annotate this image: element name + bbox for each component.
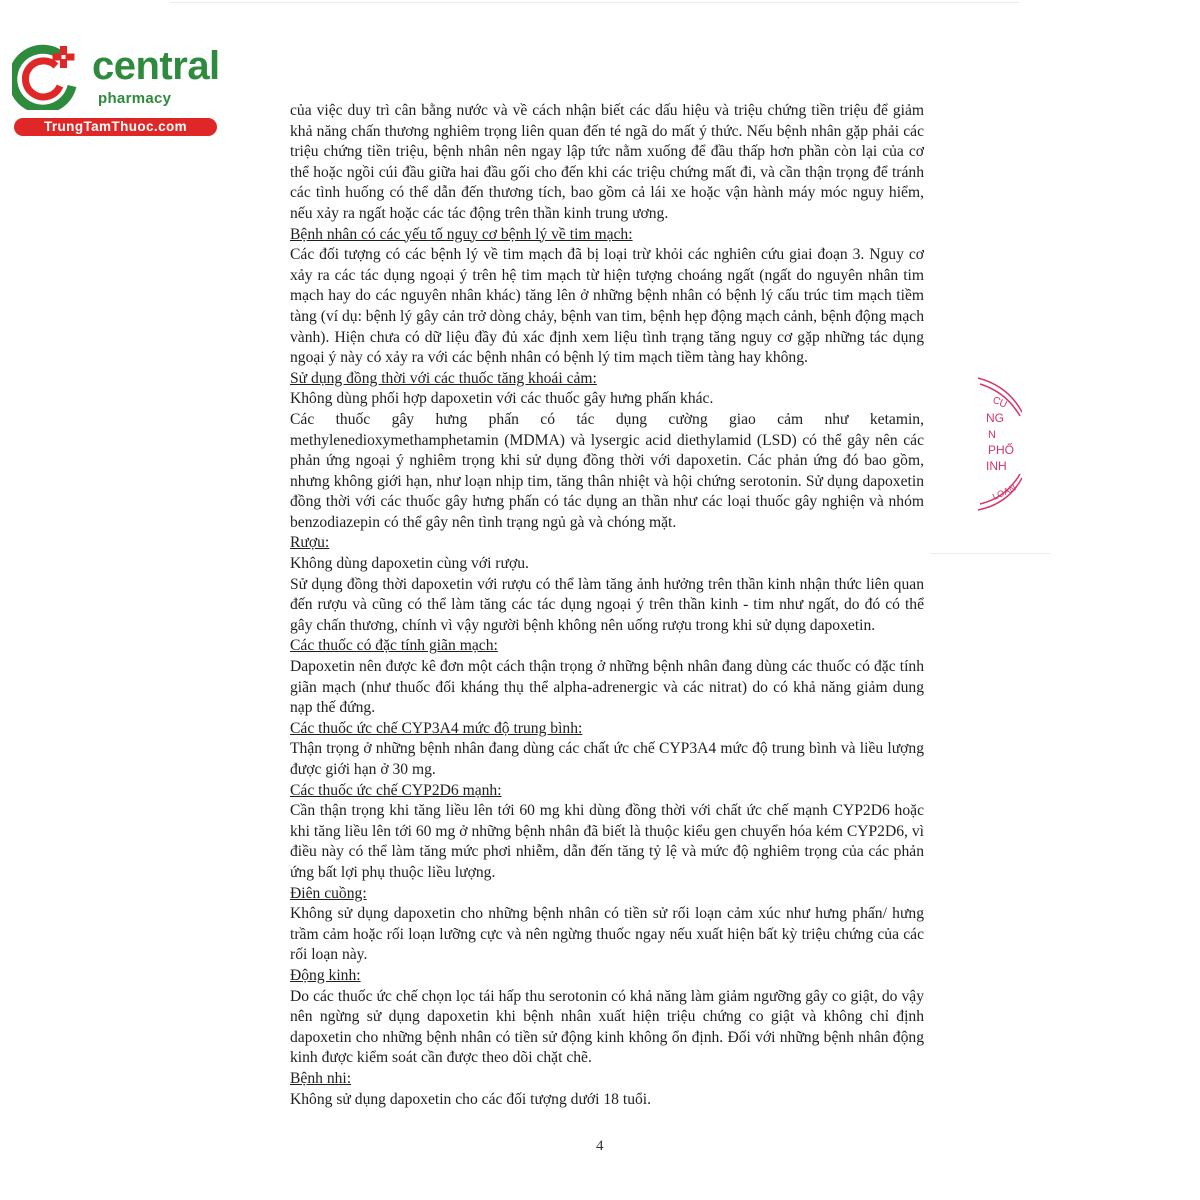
scan-artifact-line	[170, 2, 1020, 3]
brand-name: central	[92, 44, 220, 88]
section-heading-alcohol: Rượu:	[290, 534, 330, 552]
document-body	[290, 101, 924, 1110]
section-paragraph: Không dùng phối hợp dapoxetin với các thuốc gây hưng phấn khác.	[290, 390, 714, 408]
website-badge[interactable]: TrungTamThuoc.com	[14, 118, 217, 136]
svg-text:NG: NG	[986, 411, 1004, 425]
section-heading-pediatrics: Bệnh nhi:	[290, 1069, 352, 1087]
section-heading-cardiovascular: Bệnh nhân có các yếu tố nguy cơ bệnh lý về tim mạch:	[290, 225, 633, 243]
svg-text:N: N	[988, 429, 996, 441]
section-paragraph: Sử dụng đồng thời dapoxetin với rượu có thể làm tăng ảnh hưởng trên thần kinh nhận thức liên quan đến rượu và cũng có thể làm tăng các tác dụng ngoại ý trên thần kinh - tim như ngất, do đó có thể gây chấn thương, chính vì vậy người bệnh không nên uống rượu trong khi sử dụng dapoxetin.	[290, 575, 924, 634]
page-number: 4	[596, 1138, 604, 1154]
section-paragraph: Thận trọng ở những bệnh nhân đang dùng các chất ức chế CYP3A4 mức độ trung bình và liều lượng được giới hạn ở 30 mg.	[290, 740, 924, 778]
central-pharmacy-logo[interactable]	[8, 34, 218, 136]
brand-subtitle: pharmacy	[98, 90, 172, 107]
section-paragraph: Không dùng dapoxetin cùng với rượu.	[290, 555, 529, 573]
scan-artifact-line	[930, 553, 1050, 554]
section-paragraph: Các đối tượng có các bệnh lý về tim mạch đã bị loại trừ khỏi các nghiên cứu giai đoạn 3. Nguy cơ xảy ra các tác dụng ngoại ý trên hệ tim mạch từ hiện tượng choáng ngất (ngất do nguyên nhân tim mạch hay do các nguyên nhân khác) tăng lên ở những bệnh nhân có bệnh lý cấu trúc tim mạch tiềm tàng (ví dụ: bệnh lý gây cản trở dòng chảy, bệnh van tim, bệnh hẹp động mạch cảnh, bệnh động mạch vành). Hiện chưa có dữ liệu đầy đủ xác định xem liệu tình trạng tăng nguy cơ gặp những tác dụng ngoại ý này có xảy ra với các bệnh nhân có bệnh lý tim mạch tiềm tàng hay không.	[290, 246, 924, 367]
section-paragraph: Không sử dụng dapoxetin cho những bệnh nhân có tiền sử rối loạn cảm xúc như hưng phấn/ hưng trầm cảm hoặc rối loạn lưỡng cực và nên ngừng thuốc ngay nếu xuất hiện bất kỳ triệu chứng của các rối loạn này.	[290, 905, 924, 964]
svg-text:LOAN: LOAN	[990, 482, 1018, 502]
section-heading-cyp3a4: Các thuốc ức chế CYP3A4 mức độ trung bình:	[290, 719, 583, 737]
section-paragraph: Các thuốc gây hưng phấn có tác dụng cường giao cảm như ketamin, methylenedioxymethamphetamin (MDMA) và lysergic acid diethylamid (LSD) có thể gây nên các phản ứng ngoại ý nghiêm trọng khi sử dụng đồng thời với dapoxetin. Các phản ứng đó bao gồm, nhưng không giới hạn, như loạn nhịp tim, tăng thân nhiệt và hội chứng serotonin. Sử dụng dapoxetin đồng thời với các thuốc gây hưng phấn có tác dụng an thần như các loại thuốc gây nghiện và nhóm benzodiazepin có thể gây nên tình trạng ngủ gà và chóng mặt.	[290, 410, 924, 531]
section-heading-vasodilators: Các thuốc có đặc tính giãn mạch:	[290, 637, 498, 655]
svg-text:CU: CU	[990, 394, 1009, 411]
section-heading-cyp2d6: Các thuốc ức chế CYP2D6 mạnh:	[290, 781, 502, 799]
section-heading-recreational-drugs: Sử dụng đồng thời với các thuốc tăng khoái cảm:	[290, 369, 597, 387]
intro-paragraph: của việc duy trì cân bằng nước và về cách nhận biết các dấu hiệu và triệu chứng tiền triệu để giảm khả năng chấn thương nghiêm trọng liên quan đến té ngã do mất ý thức. Nếu bệnh nhân gặp phải các triệu chứng tiền triệu, bệnh nhân nên ngay lập tức nằm xuống để đầu thấp hơn phần còn lại của cơ thể hoặc ngồi cúi đầu giữa hai đầu gối cho đến khi các triệu chứng mất đi, và cần thận trọng để tránh các tình huống có thể dẫn đến thương tích, bao gồm cả lái xe hoặc vận hành máy móc nguy hiểm, nếu xảy ra ngất hoặc các tác động trên thần kinh trung ương.	[290, 102, 924, 222]
section-paragraph: Do các thuốc ức chế chọn lọc tái hấp thu serotonin có khả năng làm giảm ngưỡng gây co giật, do vậy nên ngừng sử dụng dapoxetin khi bệnh nhân xuất hiện triệu chứng co giật và không chỉ định dapoxetin cho những bệnh nhân có tiền sử động kinh không ổn định. Đối với những bệnh nhân động kinh được kiểm soát cần được theo dõi chặt chẽ.	[290, 987, 924, 1067]
section-paragraph: Không sử dụng dapoxetin cho các đối tượng dưới 18 tuổi.	[290, 1090, 652, 1108]
section-paragraph: Cần thận trọng khi tăng liều lên tới 60 mg khi dùng đồng thời với chất ức chế mạnh CYP2D6 hoặc khi tăng liều lên tới 60 mg ở những bệnh nhân đã biết là thuộc kiểu gen chuyển hóa kém CYP2D6, vì điều này có thể làm tăng mức phơi nhiễm, dẫn đến tăng tỷ lệ và mức độ nghiêm trọng của các phản ứng bất lợi phụ thuộc liều lượng.	[290, 802, 924, 881]
svg-text:INH: INH	[986, 459, 1007, 473]
official-stamp	[976, 370, 1022, 520]
section-heading-epilepsy: Động kinh:	[290, 966, 361, 984]
section-paragraph: Dapoxetin nên được kê đơn một cách thận trọng ở những bệnh nhân đang dùng các thuốc có đặc tính giãn mạch (như thuốc đối kháng thụ thể alpha-adrenergic và các nitrat) do có khả năng giảm dung nạp thế đứng.	[290, 658, 924, 717]
section-heading-mania: Điên cuồng:	[290, 884, 367, 902]
pharmacy-cross-icon	[12, 40, 82, 110]
svg-text:PHỐ: PHỐ	[988, 443, 1015, 457]
